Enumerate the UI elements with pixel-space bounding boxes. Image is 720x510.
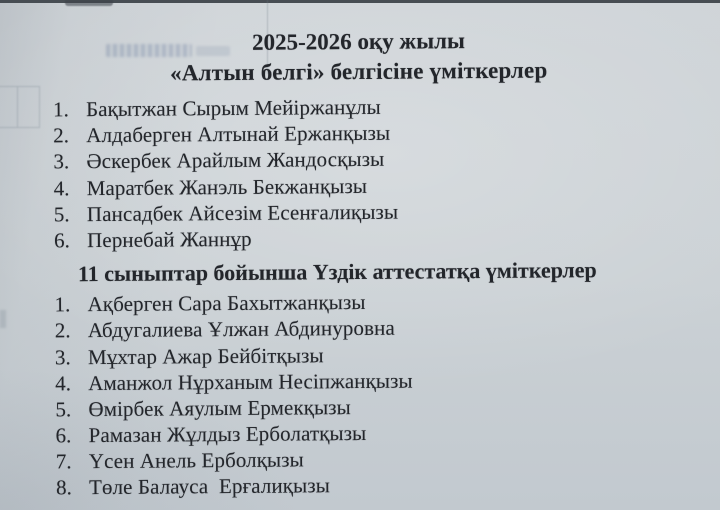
candidate-name: Пернебай Жаннұр (86, 226, 252, 253)
candidate-name: Абдугалиева Ұлжан Абдинуровна (87, 316, 395, 343)
list-item-number: 1. (54, 292, 71, 317)
list-item-number: 2. (54, 318, 71, 343)
list-item (54, 223, 720, 254)
document-title-altyn-belgi: «Алтын белгі» белгісіне үміткерлер (170, 57, 548, 86)
list-item-number: 8. (55, 475, 72, 500)
list-item-number: 5. (53, 202, 70, 227)
candidate-name: Аманжол Нұрханым Несіпжанқызы (88, 368, 413, 395)
list-item (56, 471, 720, 502)
candidate-name: Бақытжан Сырым Мейіржанұлы (85, 94, 381, 122)
altyn-belgi-candidate-list (0, 92, 720, 255)
candidate-name: Рамазан Жұлдыз Ерболатқызы (88, 421, 367, 448)
candidate-name: Ақберген Сара Бахытжанқызы (87, 290, 366, 317)
document-title-year: 2025-2026 оқу жылы (251, 28, 466, 55)
candidate-name: Маратбек Жанэль Бекжанқызы (86, 173, 368, 200)
list-item-number: 4. (53, 175, 70, 200)
list-item-number: 4. (55, 370, 72, 396)
candidate-name: Өмірбек Аяулым Ермекқызы (88, 394, 351, 422)
list-item-number: 6. (53, 228, 70, 253)
list-item-number: 7. (55, 449, 72, 474)
list-item-number: 3. (54, 344, 71, 369)
candidate-name: Әскербек Арайлым Жандосқызы (86, 147, 385, 174)
best-attestat-candidate-list (0, 287, 720, 502)
list-item-number: 3. (53, 149, 70, 174)
list-item-number: 1. (52, 97, 69, 122)
candidate-name: Алдаберген Алтынай Ержанқызы (86, 120, 391, 148)
candidate-name: Төле Балауса Ерғалиқызы (88, 473, 330, 500)
list-item-number: 2. (53, 123, 70, 148)
best-attestat-heading: 11 сыныптар бойынша Үздік аттестатқа үміткерлер (77, 257, 597, 287)
candidate-name: Үсен Анель Ерболқызы (88, 447, 304, 474)
list-item-number: 6. (55, 423, 72, 448)
candidate-name: Мұхтар Ажар Бейбітқызы (87, 342, 324, 369)
candidate-name: Пансадбек Айсезім Есенғалиқызы (86, 199, 399, 226)
list-item-number: 5. (55, 397, 72, 422)
